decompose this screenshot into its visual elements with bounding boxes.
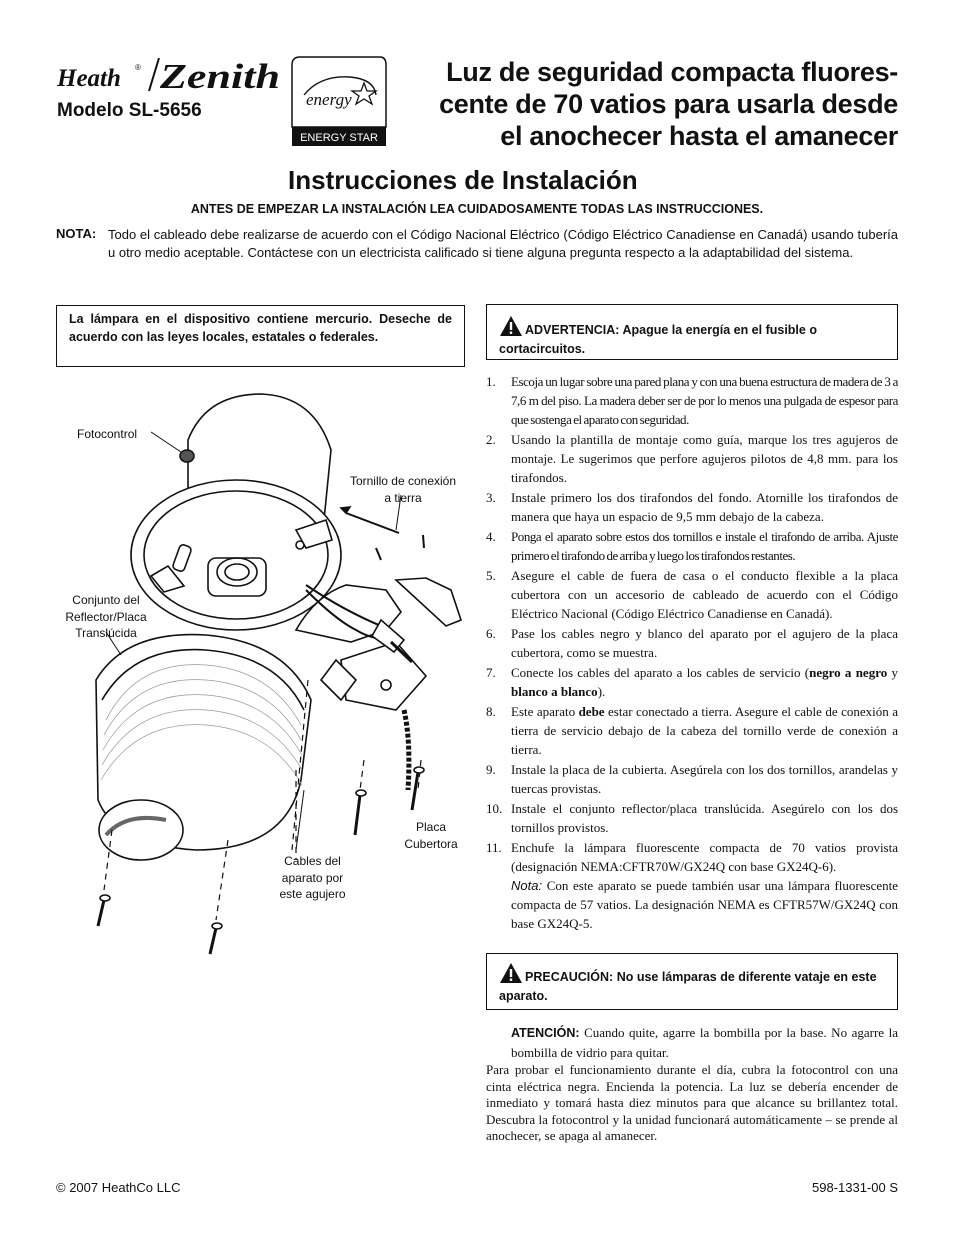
warning-icon: [499, 962, 523, 984]
step-text: Conecte los cables del aparato a los cables de servicio (: [511, 665, 810, 680]
mercury-notice-box: [56, 305, 465, 367]
svg-text:Zenith: Zenith: [158, 57, 280, 95]
warning-icon: [499, 315, 523, 337]
step-text: Ponga el aparato sobre estos dos tornillos e instale el tirafondo de arriba. Ajuste primero el tirafondo de arriba y luego los tirafondos restantes.: [511, 529, 898, 563]
step-text: Instale la placa de la cubierta. Asegúrela con los dos tornillos, arandelas y tuercas provistas.: [511, 762, 898, 796]
list-item: [486, 527, 898, 565]
nota-label: NOTA:: [56, 226, 97, 241]
svg-text:®: ®: [135, 63, 141, 72]
title-line: cente de 70 vatios para usarla desde: [439, 89, 898, 119]
step-text: ).: [597, 684, 606, 699]
step-text: Asegure el cable de fuera de casa o el conducto flexible a la placa cubertora con un accesorio de cableado de acuerdo con el Código Eléctrico Nacional (Código Eléctrico Canadiense en Canadá).: [511, 568, 898, 621]
warning-label: ADVERTENCIA:: [525, 323, 620, 337]
attention-text: Cuando quite, agarre la bombilla por la base. No agarre la bombilla de vidrio para quitar.: [511, 1025, 898, 1060]
list-item: [486, 430, 898, 487]
label-line: Reflector/Placa: [65, 609, 147, 624]
svg-text:ENERGY STAR: ENERGY STAR: [300, 132, 378, 144]
copyright: © 2007 HeathCo LLC: [56, 1180, 181, 1195]
step-number: 7.: [486, 665, 496, 680]
attention-note: [511, 1023, 898, 1062]
step-text: y: [887, 665, 898, 680]
label-line: Translúcida: [75, 626, 137, 640]
list-item: [486, 838, 898, 933]
page-subtitle: Instrucciones de Instalación: [288, 165, 638, 195]
label-ground-screw: [338, 473, 468, 506]
label-line: a tierra: [384, 490, 422, 505]
step-number: 11.: [486, 840, 502, 855]
step-text: Pase los cables negro y blanco del aparato por el agujero de la placa cubertora, como se muestra.: [511, 626, 898, 660]
step-number: 2.: [486, 432, 496, 447]
mercury-notice-text: La lámpara en el dispositivo contiene mercurio. Deseche de acuerdo con las leyes locales, estatales o federales.: [69, 312, 452, 344]
label-reflector-assembly: [56, 592, 156, 642]
step-bold: negro a negro: [809, 665, 888, 680]
note-label: Nota:: [511, 878, 543, 893]
title-line: el anochecer hasta el amanecer: [500, 121, 898, 151]
step-text: Escoja un lugar sobre una pared plana y con una buena estructura de madera de 3 a 7,6 m del piso. La madera deber ser de por lo menos una pulgada de espesor para que sostenga el aparato con seguridad.: [511, 374, 898, 427]
warning-text: Apague la energía en el fusible o cortacircuitos.: [499, 323, 817, 356]
step-bold: blanco a blanco: [511, 684, 598, 699]
step-number: 8.: [486, 704, 496, 719]
step-text: Usando la plantilla de montaje como guía, marque los tres agujeros de montaje. Le sugerimos que perfore agujeros pilotos de 4,8 mm. para los tirafondos.: [511, 432, 898, 485]
note-text: Con este aparato se puede también usar una lámpara fluorescente compacta de 57 vatios. La designación NEMA es CFTR57W/GX24Q con base GX24Q-5.: [511, 878, 898, 931]
nota-text: Todo el cableado debe realizarse de acuerdo con el Código Nacional Eléctrico (Código Eléctrico Canadiense en Canadá) usando tubería u otro medio aceptable. Contáctese con un electricista calificado si tiene alguna pregunta respecto a la adaptabilidad del sistema.: [108, 227, 898, 260]
label-fotocontrol: Fotocontrol: [77, 427, 138, 441]
model-number: Modelo SL-5656: [57, 100, 202, 121]
step-text: Instale primero los dos tirafondos del fondo. Atornille los tirafondos de manera que haya un espacio de 9,5 mm debajo de la cabeza.: [511, 490, 898, 524]
step-bold: debe: [578, 704, 605, 719]
label-line: Conjunto del: [72, 593, 140, 607]
heath-zenith-logo: [57, 55, 282, 95]
label-cover-plate: [395, 819, 467, 852]
list-item: [486, 760, 898, 798]
list-item: [486, 566, 898, 623]
page-title: [420, 56, 898, 152]
step-number: 5.: [486, 568, 496, 583]
label-line: Tornillo de conexión: [349, 474, 457, 488]
label-line: aparato por: [281, 870, 344, 885]
label-line: Placa: [415, 820, 447, 834]
caution-label: PRECAUCIÓN:: [525, 970, 614, 984]
label-line: este agujero: [279, 887, 346, 901]
step-number: 9.: [486, 762, 496, 777]
step-number: 10.: [486, 801, 503, 816]
list-item: [486, 372, 898, 429]
energy-star-logo: [290, 55, 388, 147]
list-item: [486, 702, 898, 759]
list-item: [486, 663, 898, 701]
step-text: Enchufe la lámpara fluorescente compacta de 70 vatios provista (designación NEMA:CFTR70W/GX24Q con base GX24Q-6).: [511, 840, 898, 874]
svg-text:Heath: Heath: [57, 65, 121, 92]
caution-box: [486, 953, 898, 1010]
testing-paragraph: Para probar el funcionamiento durante el día, cubra la fotocontrol con una cinta eléctrica negra. Encienda la potencia. La luz se debería encender de inmediato y tomará hasta diez minutos para que alcance su brillantez total. Descubra la fotocontrol y la unidad funcionará automáticamente – se prende al anochecer, se apaga al amanecer.: [486, 1062, 898, 1143]
step-number: 6.: [486, 626, 496, 641]
step-number: 1.: [486, 374, 496, 389]
step-number: 3.: [486, 490, 496, 505]
step-text: estar conectado a tierra. Asegure el cable de conexión a tierra de servicio debajo de la cabeza del tornillo verde de conexión a tierra.: [511, 704, 898, 757]
part-number: 598-1331-00 S: [811, 1180, 898, 1195]
installation-steps: [486, 372, 898, 934]
list-item: [486, 799, 898, 837]
label-line: Cubertora: [404, 836, 458, 851]
attention-label: ATENCIÓN:: [511, 1026, 580, 1040]
step-note: [511, 876, 898, 933]
svg-text:energy: energy: [306, 90, 352, 109]
step-text: Este aparato: [511, 704, 579, 719]
label-fixture-wires: [265, 853, 360, 903]
title-line: Luz de seguridad compacta fluores-: [446, 57, 898, 87]
step-text: Instale el conjunto reflector/placa translúcida. Asegúrelo con los dos tornillos provistos.: [511, 801, 898, 835]
step-number: 4.: [486, 529, 496, 544]
list-item: [486, 488, 898, 526]
read-instructions-notice: ANTES DE EMPEZAR LA INSTALACIÓN LEA CUIDADOSAMENTE TODAS LAS INSTRUCCIONES.: [190, 202, 764, 216]
label-line: Cables del: [284, 854, 341, 868]
caution-text: No use lámparas de diferente vataje en este aparato.: [499, 970, 877, 1003]
list-item: [486, 624, 898, 662]
warning-box: [486, 304, 898, 360]
